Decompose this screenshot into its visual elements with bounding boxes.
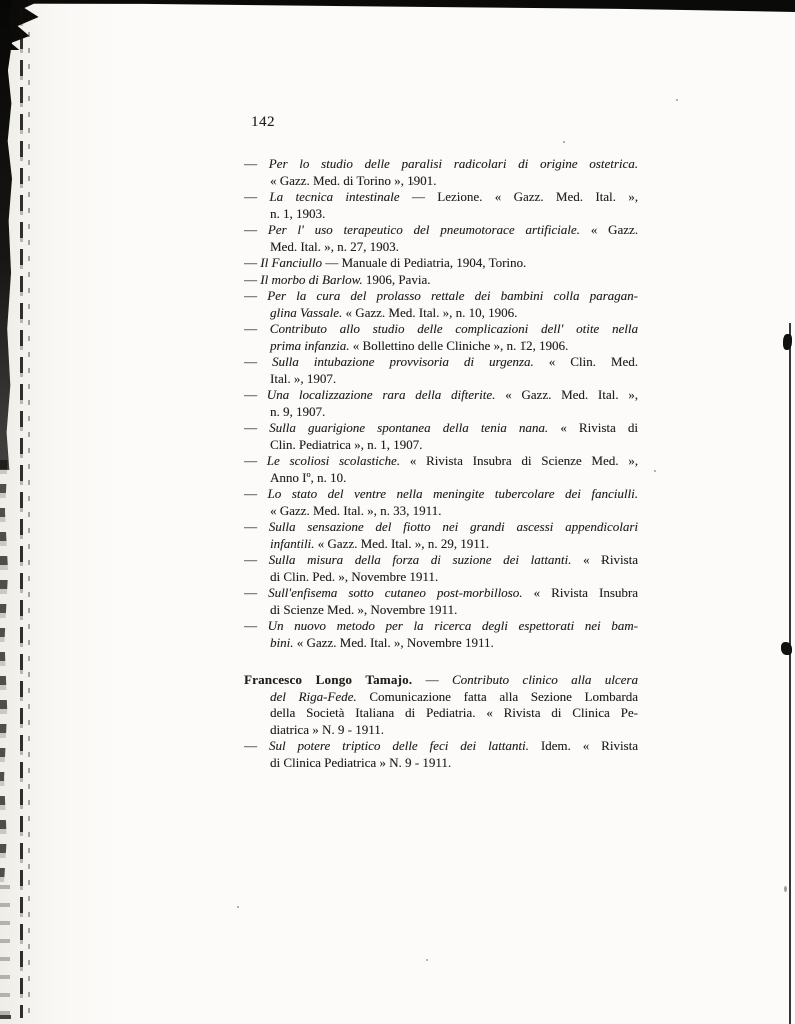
entry-line xyxy=(244,689,638,706)
binding-crease-line xyxy=(20,6,23,1018)
work-title: bini. xyxy=(270,634,294,650)
entry-line xyxy=(244,288,638,305)
work-title: Sull'enfisema sotto cutaneo post-morbilloso. xyxy=(268,585,523,600)
author-name: Francesco Longo Tamajo. xyxy=(244,672,413,687)
entry-line xyxy=(244,503,638,520)
bibliography-entry xyxy=(244,156,638,189)
bibliography-entry xyxy=(244,672,638,738)
bibliography-entry xyxy=(244,519,638,552)
citation-text: — xyxy=(244,321,270,336)
citation-text: — xyxy=(244,585,269,600)
bibliography-entry xyxy=(244,288,638,321)
work-title: Il Fanciullo xyxy=(260,255,322,270)
entry-line xyxy=(244,222,638,239)
citation-text: Idem. « Rivista xyxy=(528,738,638,753)
bibliography-entry xyxy=(244,222,638,255)
bibliography-entry xyxy=(244,387,638,420)
entry-line xyxy=(244,722,638,739)
entry-line xyxy=(244,585,638,602)
citation-text: « Rivista Insubra di Scienze Med. », xyxy=(400,453,638,468)
citation-text: Ital. », 1907. xyxy=(270,370,337,386)
citation-text: — xyxy=(244,618,268,633)
scan-speck xyxy=(676,99,678,101)
entry-line xyxy=(244,569,638,586)
work-title: Il morbo di Barlow. xyxy=(260,271,363,287)
citation-text: — xyxy=(244,255,261,270)
page-edge-mark xyxy=(781,642,792,655)
entry-line xyxy=(244,272,638,289)
binding-edge-upper xyxy=(0,0,12,470)
citation-text: — xyxy=(244,387,267,402)
page-edge-line xyxy=(789,323,791,1024)
citation-text: « Gazz. Med. Ital. », n. 33, 1911. xyxy=(270,502,442,518)
bibliography-entry xyxy=(244,272,638,289)
entry-line xyxy=(244,156,638,173)
entry-line xyxy=(244,536,638,553)
bibliography-entry xyxy=(244,738,638,771)
citation-text: della Società Italiana di Pediatria. « Rivista di Clinica Pe- xyxy=(270,705,638,720)
entry-line xyxy=(244,552,638,569)
citation-text: « Rivista di xyxy=(548,420,638,435)
citation-text: di Scienze Med. », Novembre 1911. xyxy=(270,601,458,617)
scan-speck xyxy=(784,886,787,892)
scan-speck xyxy=(426,959,428,961)
entry-line xyxy=(244,206,638,223)
citation-text: Comunicazione fatta alla Sezione Lombarda xyxy=(356,688,638,704)
bibliography-entry xyxy=(244,552,638,585)
entry-line xyxy=(244,519,638,536)
citation-text: 1906, Pavia. xyxy=(362,271,431,287)
citation-text: « Rivista Insubra xyxy=(522,585,638,600)
work-title: La tecnica intestinale xyxy=(269,189,400,204)
scan-speck xyxy=(563,141,565,143)
entry-line xyxy=(244,755,638,772)
entry-line xyxy=(244,173,638,190)
entry-line xyxy=(244,437,638,454)
bibliography-section-tamajo xyxy=(244,672,638,771)
binding-specks xyxy=(0,885,10,1024)
citation-text: « Bollettino delle Cliniche », n. 12, 1906. xyxy=(349,337,569,353)
scan-speck xyxy=(0,1015,11,1019)
entry-line xyxy=(244,239,638,256)
entry-line xyxy=(244,486,638,503)
citation-text: di Clin. Ped. », Novembre 1911. xyxy=(270,568,439,584)
bibliography-section-works xyxy=(244,156,638,651)
citation-text: « Gazz. Med. Ital. », n. 29, 1911. xyxy=(314,535,490,551)
entry-line xyxy=(244,371,638,388)
citation-text: — xyxy=(244,288,268,303)
entry-line xyxy=(244,354,638,371)
entry-line xyxy=(244,420,638,437)
citation-text: « Gazz. xyxy=(579,222,638,237)
bibliography-entry xyxy=(244,618,638,651)
entry-line xyxy=(244,305,638,322)
work-title: Per lo studio delle paralisi radicolari di origine ostetrica. xyxy=(268,156,638,171)
citation-text: Med. Ital. », n. 27, 1903. xyxy=(270,238,399,254)
work-title: Sul potere triptico delle feci dei lattanti. xyxy=(268,738,529,753)
entry-line xyxy=(244,470,638,487)
work-title: prima infanzia. xyxy=(270,337,350,353)
entry-line xyxy=(244,602,638,619)
citation-text: « Gazz. Med. Ital. », xyxy=(495,387,638,402)
citation-text: — Lezione. « Gazz. Med. Ital. », xyxy=(399,189,638,204)
bibliography-entry xyxy=(244,354,638,387)
bibliography-entry xyxy=(244,321,638,354)
citation-text: — xyxy=(244,354,273,369)
work-title: Contributo allo studio delle complicazioni dell' otite nella xyxy=(269,321,638,336)
entry-line xyxy=(244,705,638,722)
work-title: Sulla misura della forza di suzione dei lattanti. xyxy=(268,552,572,567)
work-title: Sulla sensazione del fiotto nei grandi ascessi appendicolari xyxy=(268,519,638,534)
citation-text: — Manuale di Pediatria, 1904, Torino. xyxy=(322,255,527,270)
citation-text: — xyxy=(244,222,268,237)
citation-text: « Clin. Med. xyxy=(533,354,638,369)
citation-text: Clin. Pediatrica », n. 1, 1907. xyxy=(270,436,423,452)
page-edge-mark xyxy=(783,334,792,350)
citation-text: di Clinica Pediatrica » N. 9 - 1911. xyxy=(270,754,452,770)
page-number: 142 xyxy=(251,114,275,130)
citation-text: — xyxy=(244,453,267,468)
entry-line xyxy=(244,338,638,355)
work-title: Sulla guarigione spontanea della tenia nana. xyxy=(269,420,549,435)
bibliography-entry xyxy=(244,255,638,272)
work-title: Una localizzazione rara della difterite. xyxy=(266,387,496,402)
bibliography-entry xyxy=(244,453,638,486)
work-title: Le scoliosi scolastiche. xyxy=(266,453,401,468)
entry-line xyxy=(244,672,638,689)
entry-line xyxy=(244,321,638,338)
bibliography-text-block xyxy=(244,156,638,771)
citation-text: — xyxy=(244,519,269,534)
bibliography-entry xyxy=(244,189,638,222)
work-title: Lo stato del ventre nella meningite tubercolare dei fanciulli. xyxy=(267,486,638,501)
scan-top-band xyxy=(0,0,795,13)
work-title: Contributo clinico alla ulcera xyxy=(451,672,638,687)
entry-line xyxy=(244,635,638,652)
citation-text: « Gazz. Med. Ital. », Novembre 1911. xyxy=(293,634,494,650)
work-title: infantili. xyxy=(270,535,315,551)
binding-edge-lower xyxy=(0,460,9,890)
citation-text: — xyxy=(412,672,452,687)
bibliography-entry xyxy=(244,585,638,618)
work-title: Per l' uso terapeutico del pneumotorace artificiale. xyxy=(267,222,580,237)
entry-line xyxy=(244,453,638,470)
citation-text: — xyxy=(244,420,270,435)
entry-line xyxy=(244,618,638,635)
entry-line xyxy=(244,255,638,272)
work-title: Un nuovo metodo per la ricerca degli espettorati nei bam- xyxy=(267,618,638,633)
citation-text: « Rivista xyxy=(571,552,638,567)
citation-text: diatrica » N. 9 - 1911. xyxy=(270,721,384,737)
scan-speck xyxy=(654,470,656,472)
entry-line xyxy=(244,387,638,404)
binding-crease-line-faint xyxy=(28,0,30,1018)
citation-text: « Gazz. Med. Ital. », n. 10, 1906. xyxy=(342,304,518,320)
bibliography-entry xyxy=(244,486,638,519)
work-title: del Riga-Fede. xyxy=(270,688,357,704)
citation-text: — xyxy=(244,271,261,287)
citation-text: n. 1, 1903. xyxy=(270,205,326,221)
citation-text: — xyxy=(244,486,268,501)
entry-line xyxy=(244,189,638,206)
citation-text: « Gazz. Med. di Torino », 1901. xyxy=(270,172,437,188)
citation-text: — xyxy=(244,738,269,753)
citation-text: Anno Iº, n. 10. xyxy=(270,469,347,485)
work-title: Sulla intubazione provvisoria di urgenza. xyxy=(272,354,534,369)
citation-text: — xyxy=(244,189,270,204)
scan-speck xyxy=(237,906,239,908)
entry-line xyxy=(244,404,638,421)
citation-text: — xyxy=(244,552,269,567)
work-title: glina Vassale. xyxy=(270,304,343,320)
entry-line xyxy=(244,738,638,755)
citation-text: — xyxy=(244,156,269,171)
work-title: Per la cura del prolasso rettale dei bambini colla paragan- xyxy=(267,288,638,303)
citation-text: n. 9, 1907. xyxy=(270,403,326,419)
bibliography-entry xyxy=(244,420,638,453)
